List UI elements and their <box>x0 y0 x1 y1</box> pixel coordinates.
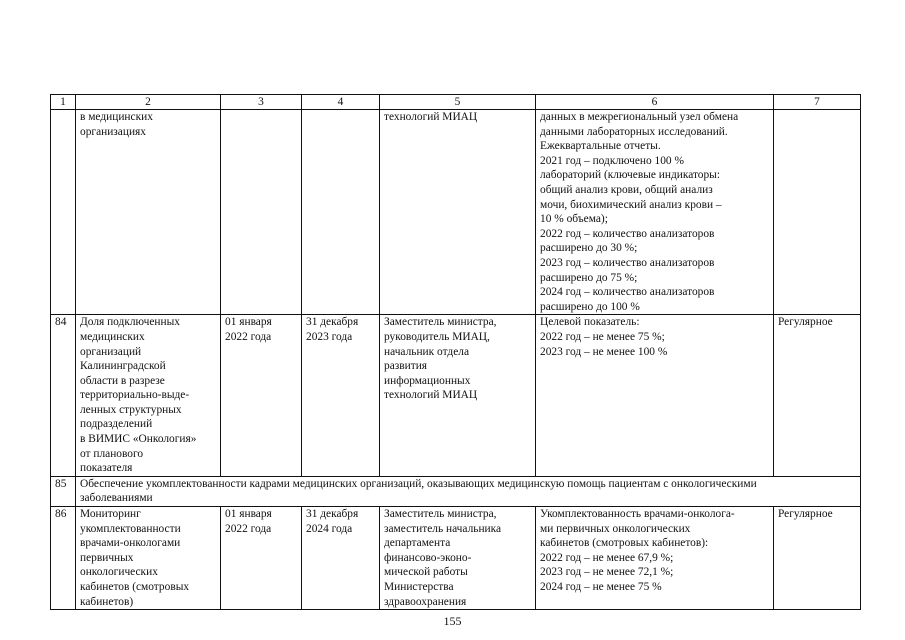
responsible-cell <box>380 110 536 315</box>
text-line: 2023 года <box>306 330 353 343</box>
text-line: от планового <box>80 447 144 460</box>
text-line: 2022 года <box>225 522 272 535</box>
text-line: общий анализ крови, общий анализ <box>540 183 713 196</box>
text-line: 01 января <box>225 508 272 521</box>
text-line: кабинетов (смотровых кабинетов): <box>540 537 709 550</box>
text-line: лабораторий (ключевые индикаторы: <box>540 169 720 182</box>
text-line: укомплектованности <box>80 522 181 535</box>
text-line: организациях <box>80 125 146 138</box>
page-number: 155 <box>443 614 462 628</box>
text-line: мической работы <box>384 566 468 579</box>
text-line: 10 % объема); <box>540 213 608 226</box>
text-line: Калининградской <box>80 360 166 373</box>
text-line: показателя <box>80 462 133 475</box>
text-line: 2024 год – не менее 75 % <box>540 581 662 593</box>
plan-table <box>50 94 861 610</box>
text-line: информационных <box>384 374 471 387</box>
type-cell <box>774 110 861 315</box>
column-header: 6 <box>536 95 774 110</box>
column-header: 1 <box>51 95 76 110</box>
end-date-cell <box>302 110 380 315</box>
text-line: ми первичных онкологических <box>540 522 691 535</box>
type-cell: Регулярное <box>774 507 861 610</box>
table-row <box>51 315 861 477</box>
text-line: Заместитель министра, <box>384 508 497 521</box>
row-number-cell: 84 <box>51 315 76 477</box>
type-cell: Регулярное <box>774 315 861 477</box>
end-date-cell <box>302 507 380 610</box>
text-line: 2021 год – подключено 100 % <box>540 154 684 167</box>
start-date-cell <box>221 315 302 477</box>
text-line: 2023 год – не менее 100 % <box>540 345 668 358</box>
responsible-cell <box>380 507 536 610</box>
text-line: организаций <box>80 345 142 358</box>
text-line: заместитель начальника <box>384 522 502 535</box>
text-line: данных в межрегиональный узел обмена <box>540 111 739 123</box>
text-line: кабинетов (смотровых <box>80 581 190 593</box>
indicator-cell <box>536 315 774 477</box>
text-line: Мониторинг <box>80 508 141 521</box>
text-line: финансово-эконо- <box>384 551 472 564</box>
text-line: Заместитель министра, <box>384 316 497 329</box>
row-number-cell: 85 <box>51 476 76 506</box>
column-header: 2 <box>76 95 221 110</box>
row-number-cell: 86 <box>51 507 76 610</box>
text-line: Министерства <box>384 581 454 593</box>
text-line: подразделений <box>80 418 153 431</box>
section-row <box>51 476 861 506</box>
text-line: здравоохранения <box>384 595 467 608</box>
text-line: Доля подключенных <box>80 316 180 329</box>
text-line: территориально-выде- <box>80 389 190 402</box>
text-line: кабинетов) <box>80 595 134 608</box>
text-line: врачами-онкологами <box>80 537 181 550</box>
column-header: 5 <box>380 95 536 110</box>
section-title-cell <box>76 476 861 506</box>
text-line: первичных <box>80 551 134 564</box>
text-line: Укомплектованность врачами-онколога- <box>540 508 735 521</box>
text-line: 2022 года <box>225 330 272 343</box>
header-row <box>51 95 861 110</box>
text-line: заболеваниями <box>80 492 153 505</box>
text-line: технологий МИАЦ <box>384 389 478 402</box>
continuation-row <box>51 110 861 315</box>
text-line: 2023 год – количество анализаторов <box>540 256 715 269</box>
responsible-cell <box>380 315 536 477</box>
text-line: 2022 год – не менее 67,9 %; <box>540 551 674 564</box>
text-line: расширено до 75 %; <box>540 271 638 284</box>
end-date-cell <box>302 315 380 477</box>
text-line: 2024 год – количество анализаторов <box>540 286 715 299</box>
text-line: расширено до 100 % <box>540 300 640 313</box>
text-line: начальник отдела <box>384 345 469 358</box>
text-line: в медицинских <box>80 111 153 123</box>
indicator-cell <box>536 507 774 610</box>
column-header: 7 <box>774 95 861 110</box>
text-line: 2022 год – не менее 75 %; <box>540 330 665 343</box>
text-line: Целевой показатель: <box>540 316 640 329</box>
text-line: Ежеквартальные отчеты. <box>540 140 661 153</box>
text-line: 01 января <box>225 316 272 329</box>
column-header: 3 <box>221 95 302 110</box>
text-line: области в разрезе <box>80 374 165 387</box>
column-header: 4 <box>302 95 380 110</box>
start-date-cell <box>221 110 302 315</box>
text-line: медицинских <box>80 330 145 343</box>
text-line: расширено до 30 %; <box>540 242 638 255</box>
text-line: онкологических <box>80 566 158 579</box>
activity-name-cell <box>76 315 221 477</box>
text-line: Обеспечение укомплектованности кадрами медицинских организаций, оказывающих медицинскую помощь пациентам с онкологическими <box>80 477 757 490</box>
text-line: 31 декабря <box>306 508 359 521</box>
text-line: департамента <box>384 537 451 550</box>
indicator-cell <box>536 110 774 315</box>
table-row <box>51 507 861 610</box>
text-line: данными лабораторных исследований. <box>540 125 728 138</box>
text-line: в ВИМИС «Онкология» <box>80 433 197 446</box>
text-line: руководитель МИАЦ, <box>384 330 490 343</box>
text-line: 31 декабря <box>306 316 359 329</box>
text-line: 2024 года <box>306 522 353 535</box>
text-line: ленных структурных <box>80 403 182 416</box>
text-line: технологий МИАЦ <box>384 111 478 123</box>
text-line: мочи, биохимический анализ крови – <box>540 198 722 211</box>
text-line: развития <box>384 360 428 373</box>
text-line: 2022 год – количество анализаторов <box>540 227 715 240</box>
text-line: 2023 год – не менее 72,1 %; <box>540 566 674 579</box>
start-date-cell <box>221 507 302 610</box>
activity-name-cell <box>76 507 221 610</box>
activity-name-cell <box>76 110 221 315</box>
row-number-cell <box>51 110 76 315</box>
